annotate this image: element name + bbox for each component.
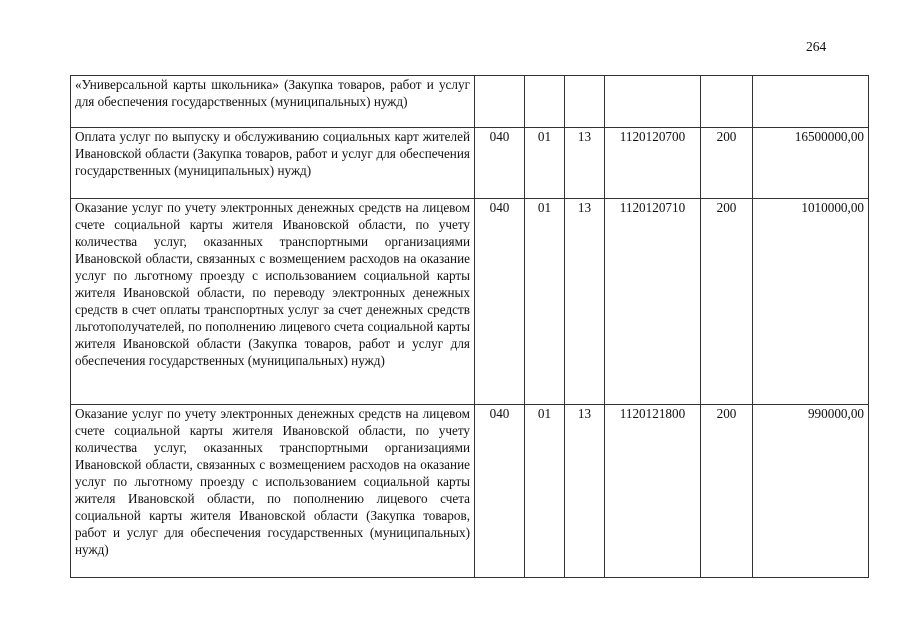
row-section: 01: [525, 405, 565, 578]
row-amount: 1010000,00: [753, 199, 869, 405]
table-row: [71, 405, 869, 578]
row-target: 1120120710: [605, 199, 701, 405]
row-type: [701, 76, 753, 128]
budget-table: [70, 75, 869, 578]
row-subsection: [565, 76, 605, 128]
row-target: 1120120700: [605, 128, 701, 199]
row-section: [525, 76, 565, 128]
row-target: 1120121800: [605, 405, 701, 578]
row-subsection: 13: [565, 199, 605, 405]
row-amount: 990000,00: [753, 405, 869, 578]
row-description: Оплата услуг по выпуску и обслуживанию социальных карт жителей Ивановской области (Закупка товаров, работ и услуг для обеспечения государственных (муниципальных) нужд): [71, 128, 475, 199]
row-code: 040: [475, 128, 525, 199]
row-target: [605, 76, 701, 128]
row-code: 040: [475, 405, 525, 578]
row-section: 01: [525, 128, 565, 199]
row-description: Оказание услуг по учету электронных денежных средств на лицевом счете социальной карты жителя Ивановской области, по учету количества услуг, оказанных транспортными организациями Ивановской области, связанных с возмещением расходов на оказание услуг по льготному проезду с использованием социальной карты жителя Ивановской области, по переводу электронных денежных средств в счет оплаты транспортных услуг за счет денежных средств льготополучателей, по пополнению лицевого счета социальной карты жителя Ивановской области (Закупка товаров, работ и услуг для обеспечения государственных (муниципальных) нужд): [71, 199, 475, 405]
table-row: [71, 76, 869, 128]
row-section: 01: [525, 199, 565, 405]
row-code: 040: [475, 199, 525, 405]
table-row: [71, 128, 869, 199]
row-amount: 16500000,00: [753, 128, 869, 199]
table-row: [71, 199, 869, 405]
row-description: «Универсальной карты школьника» (Закупка товаров, работ и услуг для обеспечения государственных (муниципальных) нужд): [71, 76, 475, 128]
row-subsection: 13: [565, 405, 605, 578]
row-description: Оказание услуг по учету электронных денежных средств на лицевом счете социальной карты жителя Ивановской области, по учету количества услуг, оказанных транспортными организациями Ивановской области, связанных с возмещением расходов на оказание услуг по льготному проезду с использованием социальной карты жителя Ивановской области, по пополнению лицевого счета социальной карты жителя Ивановской области (Закупка товаров, работ и услуг для обеспечения государственных (муниципальных) нужд): [71, 405, 475, 578]
row-type: 200: [701, 199, 753, 405]
row-type: 200: [701, 405, 753, 578]
row-subsection: 13: [565, 128, 605, 199]
row-code: [475, 76, 525, 128]
page-number: 264: [806, 39, 827, 54]
row-type: 200: [701, 128, 753, 199]
row-amount: [753, 76, 869, 128]
